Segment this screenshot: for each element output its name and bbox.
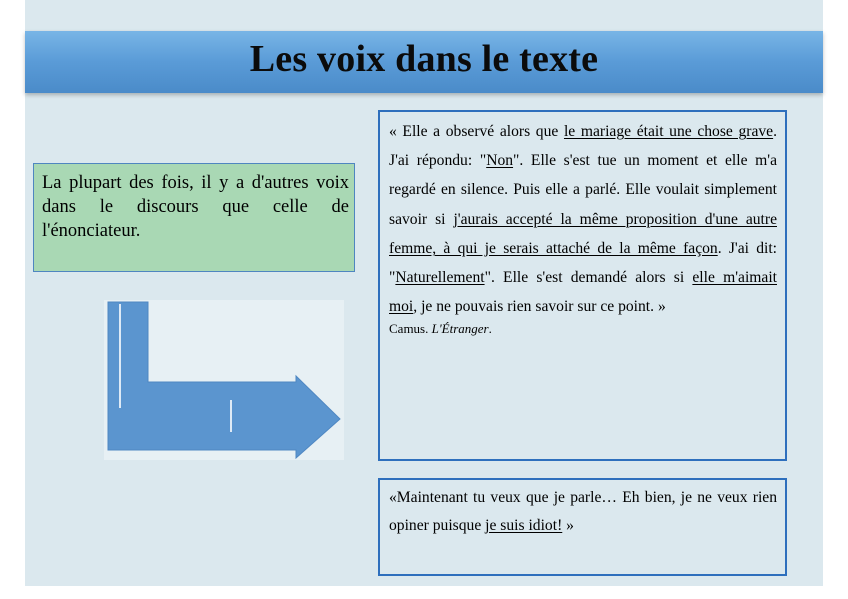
quote1-underline-2: Non (486, 152, 514, 170)
source-author: Camus. (389, 321, 432, 337)
quote1-text-4: . J'ai dit: " (389, 239, 778, 287)
quote2-text-1: «Maintenant tu veux que je parle… Eh bien, je ne veux rien opiner puisque (389, 489, 777, 534)
source-end: . (488, 321, 492, 337)
bent-arrow-svg (100, 296, 348, 462)
slide-title: Les voix dans le texte (249, 38, 599, 80)
quote1-text-1: « Elle a observé alors que (389, 123, 564, 140)
quote1-underline-1: le mariage était une chose grave (563, 123, 774, 140)
quote1-underline-5: elle m'aimait moi (389, 269, 777, 316)
quote1-text-3: ". Elle s'est tue un moment et elle m'a regardé en silence. Puis elle a parlé. Elle voulait simplement savoir si (389, 152, 777, 228)
bent-arrow-icon (100, 296, 348, 462)
quote1-underline-4: Naturellement (395, 269, 485, 287)
quote2-underline-1: je suis idiot! (485, 517, 563, 534)
slide-bottom-band (25, 586, 823, 599)
quote2-text-2: » (562, 517, 574, 534)
intro-text: La plupart des fois, il y a d'autres voix dans le discours que celle de l'énonciateur. (42, 173, 349, 241)
quote1-text-2: . J'ai répondu: " (389, 123, 778, 170)
quote1-underline-3: j'aurais accepté la même proposition d'une autre femme, à qui je serais attaché de la même façon (389, 210, 777, 257)
intro-box (33, 163, 355, 272)
quote-box-second (378, 478, 787, 576)
quote1-text-5: ". Elle s'est demandé alors si (484, 269, 693, 287)
source-title: L'Étranger (431, 321, 489, 337)
quote-box-camus (378, 110, 787, 461)
quote1-text-6: , je ne pouvais rien savoir sur ce point. » (413, 298, 666, 316)
title-bar (25, 31, 823, 93)
quote-source (389, 318, 777, 340)
